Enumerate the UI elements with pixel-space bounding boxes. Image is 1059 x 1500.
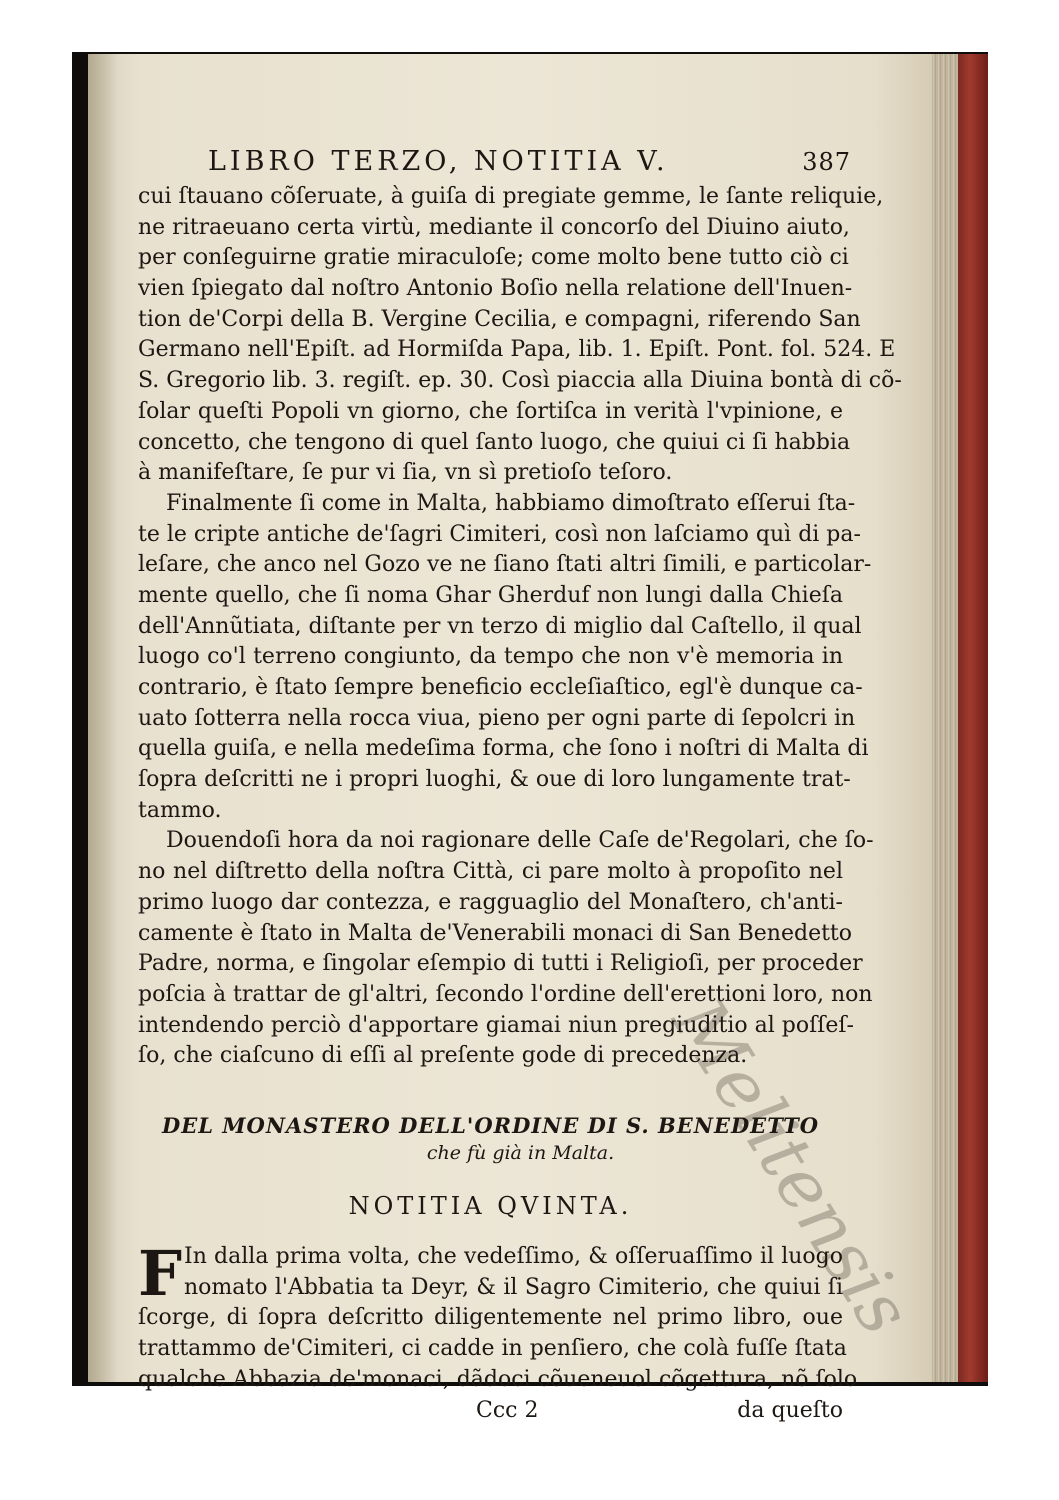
running-head-title: LIBRO TERZO, NOTITIA V. (208, 146, 669, 177)
catchword: da queſto (737, 1398, 843, 1424)
text-line: trattammo de'Cimiteri, ci cadde in penſiero, che colà fuſſe ſtata (138, 1336, 847, 1361)
paragraph-2 (138, 489, 872, 827)
text-line: per conſeguirne gratie miraculoſe; come molto bene tutto ciò ci (138, 245, 849, 271)
page-gutter-shadow (88, 54, 118, 1382)
text-line: intendendo perciò d'apportare giamai niun pregiuditio al poſſeſ- (138, 1012, 854, 1038)
text-line: primo luogo dar contezza, e ragguaglio del Monaſtero, ch'anti- (138, 889, 843, 915)
text-line: uato ſotterra nella rocca viua, pieno per ogni parte di ſepolcri in (138, 705, 856, 731)
paragraph-3 (138, 826, 874, 1072)
text-line: tammo. (138, 797, 222, 823)
text-line: ſopra deſcritti ne i propri luoghi, & oue di loro lungamente trat- (138, 767, 851, 793)
section-subheading: che fù già in Malta. (426, 1141, 615, 1164)
text-line: camente è ſtato in Malta de'Venerabili monaci di San Benedetto (138, 920, 853, 946)
page-footer (138, 1395, 843, 1427)
text-line: no nel diſtretto della noſtra Città, ci pare molto à propoſito nel (138, 859, 843, 885)
text-line: quella guiſa, e nella medeſima forma, che ſono i noſtri di Malta di (138, 736, 869, 762)
page-text (138, 142, 902, 1427)
text-line: Germano nell'Epiſt. ad Hormiſda Papa, lib. 1. Epiſt. Pont. fol. 524. E (138, 337, 896, 363)
text-line: Padre, norma, e ſingolar eſempio di tutti i Religioſi, per proceder (138, 951, 863, 977)
paragraph-1 (138, 182, 902, 489)
text-line: vien ſpiegato dal noſtro Antonio Boſio nella relatione dell'Inuen- (138, 276, 853, 302)
page-number: 387 (802, 148, 851, 176)
text-line: poſcia à trattar de gl'altri, ſecondo l'ordine dell'erettioni loro, non (138, 981, 873, 1007)
text-line: ſcorge, di ſopra deſcritto diligentemente nel primo libro, oue (138, 1305, 843, 1331)
text-line: Finalmente ſi come in Malta, habbiamo dimoſtrato eſſerui ſta- (166, 490, 856, 516)
signature-mark: Ccc 2 (476, 1398, 539, 1424)
book-fore-edge (958, 54, 988, 1382)
book-page (88, 54, 958, 1424)
text-line: In dalla prima volta, che vedeſſimo, & oſſeruaſſimo il luogo (184, 1243, 843, 1269)
notitia-title: NOTITIA QVINTA. (348, 1191, 633, 1220)
text-line: tion de'Corpi della B. Vergine Cecilia, e compagni, riferendo San (138, 306, 861, 332)
text-line: ſo, che ciaſcuno di eſſi al preſente gode di precedenza. (138, 1043, 748, 1069)
text-line: S. Gregorio lib. 3. regiſt. ep. 30. Così piaccia alla Diuina bontà di cõ- (138, 368, 902, 394)
text-line: leſare, che anco nel Gozo ve ne ſiano ſtati altri ſimili, e particolar- (138, 552, 872, 578)
text-line: cui ſtauano cõſeruate, à guiſa di pregiate gemme, le ſante reliquie, (138, 184, 884, 209)
text-line: qualche Abbazia de'monaci, dãdoci cõueneuol cõgettura, nõ ſolo (138, 1366, 858, 1392)
library-stamp-watermark: Melitensis (656, 984, 928, 1349)
text-line: Douendoſi hora da noi ragionare delle Caſe de'Regolari, che ſo- (166, 828, 874, 854)
text-line: contrario, è ſtato ſempre beneficio eccleſiaſtico, egl'è dunque ca- (138, 675, 863, 700)
drop-cap: F (138, 1236, 183, 1310)
section-heading: DEL MONASTERO DELL'ORDINE DI S. BENEDETTO (161, 1112, 819, 1138)
text-line: mente quello, che ſi noma Ghar Gherduf non lungi dalla Chieſa (138, 582, 843, 608)
text-line: te le cripte antiche de'ſagri Cimiteri, così non laſciamo quì di pa- (138, 521, 861, 547)
text-line: ſolar queſti Popoli vn giorno, che ſortiſca in verità l'vpinione, e (138, 398, 843, 424)
text-line: à manifeſtare, ſe pur vi ſia, vn sì pretioſo teſoro. (138, 460, 673, 486)
page-edges (932, 54, 958, 1382)
text-line: concetto, che tengono di quel ſanto luogo, che quiui ci ſi habbia (138, 429, 851, 455)
text-line: nomato l'Abbatia ta Deyr, & il Sagro Cimiterio, che quiui ſi (184, 1274, 843, 1300)
paragraph-4 (138, 1236, 858, 1395)
text-line: dell'Annũtiata, diſtante per vn terzo di miglio dal Caſtello, il qual (138, 613, 862, 639)
text-line: ne ritraeuano certa virtù, mediante il concorſo del Diuino aiuto, (138, 214, 850, 240)
running-head (138, 142, 851, 182)
text-line: luogo co'l terreno congiunto, da tempo che non v'è memoria in (138, 644, 843, 670)
